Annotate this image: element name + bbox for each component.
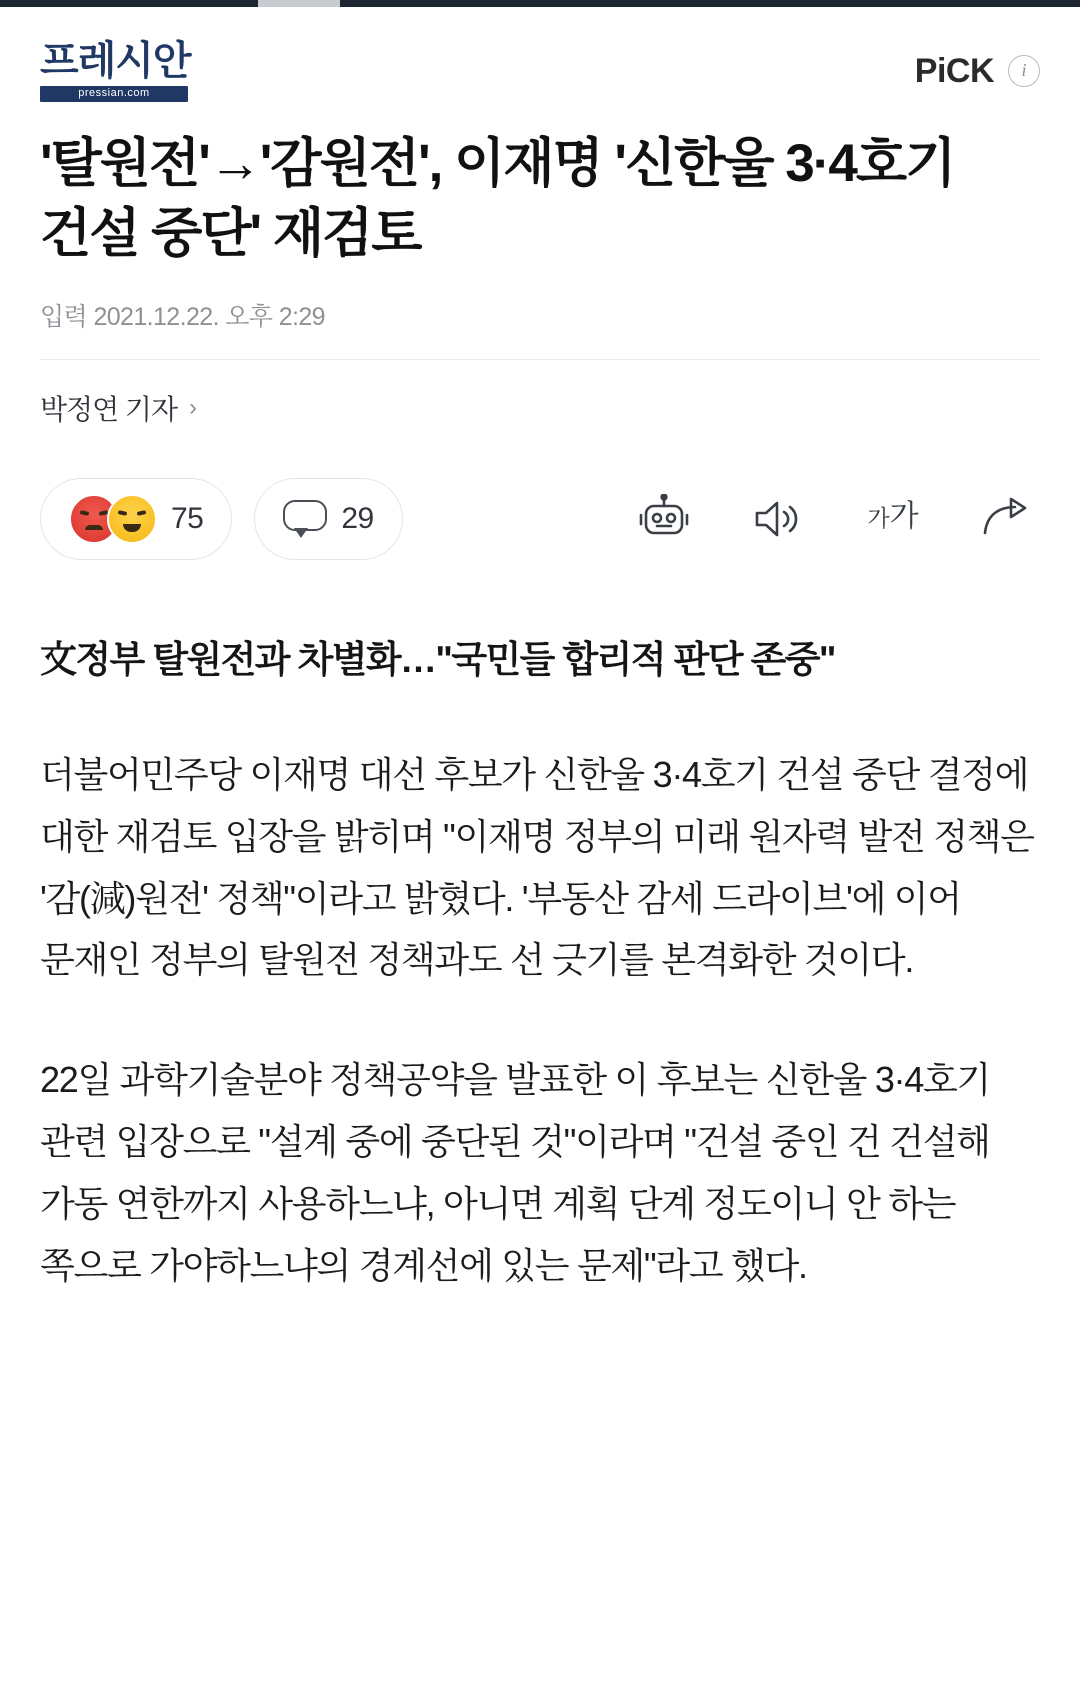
page-title: '탈원전'→'감원전', 이재명 '신한울 3·4호기 건설 중단' 재검토 <box>40 134 955 263</box>
share-icon[interactable] <box>978 491 1034 547</box>
reading-progress-bar <box>0 0 1080 7</box>
progress-segment-left <box>0 0 258 7</box>
publisher-url: pressian.com <box>78 87 150 99</box>
font-size-icon[interactable] <box>864 491 920 547</box>
comment-count: 29 <box>341 501 374 535</box>
pick-badge[interactable] <box>915 52 1040 91</box>
article-action-bar <box>40 476 1040 562</box>
publisher-logo[interactable] <box>40 38 191 102</box>
byline-author: 박정연 기자 <box>40 393 178 425</box>
publisher-header <box>40 7 1040 117</box>
article-content <box>0 7 1080 1297</box>
action-bar-right <box>636 491 1040 547</box>
article-paragraph: 더불어민주당 이재명 대선 후보가 신한울 3·4호기 건설 중단 결정에 대한 재검토 입장을 밝히며 "이재명 정부의 미래 원자력 발전 정책은 '감(減)원전' 정책"이라고 밝혔다. '부동산 감세 드라이브'에 이어 문재인 정부의 탈원전 정책과도 선 긋기를 본격화한 것이다. <box>40 753 1034 981</box>
speaker-listen-icon[interactable] <box>750 491 806 547</box>
reaction-count: 75 <box>171 501 204 535</box>
laugh-emoji <box>107 494 157 544</box>
chevron-right-icon: › <box>189 393 198 421</box>
publisher-logo-bar <box>40 86 188 102</box>
action-bar-left <box>40 478 403 560</box>
comment-button[interactable] <box>254 478 402 560</box>
pick-label: PiCK <box>914 51 994 90</box>
progress-segment-right <box>340 0 1080 7</box>
article-paragraph: 22일 과학기술분야 정책공약을 발표한 이 후보는 신한울 3·4호기 관련 입장으로 "설계 중에 중단된 것"이라며 "건설 중인 건 건설해 가동 연한까지 사용하느냐, 아니면 계획 단계 정도이니 안 하는 쪽으로 가야하느냐의 경계선에 있는 문제"라고 했다. <box>40 1059 990 1287</box>
font-size-small-label: 가 <box>867 504 888 531</box>
published-date: 입력 2021.12.22. 오후 2:29 <box>40 302 325 331</box>
reaction-button[interactable] <box>40 478 232 560</box>
publisher-name: 프레시안 <box>40 38 191 83</box>
robot-reader-icon[interactable] <box>636 491 692 547</box>
reaction-emoji-stack <box>69 494 157 544</box>
divider <box>40 359 1040 360</box>
progress-segment-active <box>258 0 340 7</box>
info-icon[interactable]: i <box>1008 55 1040 87</box>
byline[interactable] <box>40 388 1040 428</box>
font-size-large-label: 가 <box>889 499 917 533</box>
article-subheadline: 文정부 탈원전과 차별화…"국민들 합리적 판단 존중" <box>40 638 835 680</box>
comment-bubble-icon <box>283 500 327 538</box>
